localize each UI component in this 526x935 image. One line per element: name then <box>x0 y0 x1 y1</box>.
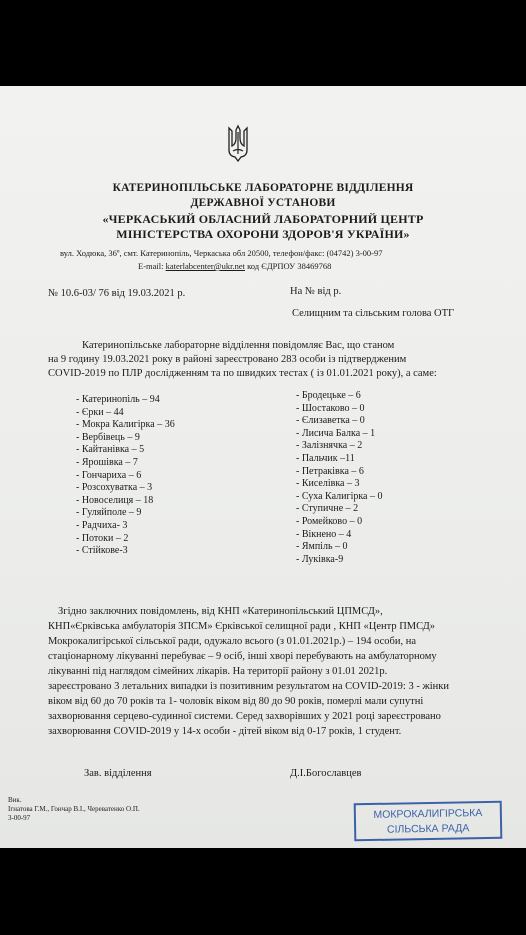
org-name-line2: ДЕРЖАВНОЇ УСТАНОВИ <box>190 197 336 209</box>
paragraph-line-6: зареєстровано 3 летальних випадки із позитивним результатом на COVID-2019: 3 - жінки <box>48 681 449 692</box>
list-item: - Новоселиця – 18 <box>76 494 154 506</box>
list-item: - Киселівка – 3 <box>296 478 360 490</box>
paragraph-line-3: Мокрокалигірської сільської ради, одужало всього (з 01.01.2021р.) – 194 особи, на <box>48 636 417 647</box>
list-item: - Єлизаветка – 0 <box>296 415 365 427</box>
stamp-line2: СІЛЬСЬКА РАДА <box>386 822 470 836</box>
trident-emblem-icon <box>226 124 250 162</box>
edrpou-code: код ЄДРПОУ 38469768 <box>244 261 332 271</box>
paragraph-line-1: Згідно заключних повідомлень, від КНП «Катеринопільський ЦПМСД», <box>58 606 383 617</box>
paragraph-line-9: захворювання COVID-2019 у 14-х особи - дітей віком від 0-17 років, 1 студент. <box>48 726 402 737</box>
signature-name: Д.І.Богославцев <box>290 768 362 779</box>
list-item: - Пальчик –11 <box>296 452 355 464</box>
list-item: - Ромейково – 0 <box>296 515 363 527</box>
org-contacts <box>138 261 331 271</box>
paragraph-line-5: лікуванні під наглядом сімейних лікарів. На території району з 01.01 2021р. <box>48 666 388 677</box>
list-item: - Бродецьке – 6 <box>296 390 361 401</box>
list-item: - Єрки – 44 <box>76 406 124 418</box>
intro-line-3: COVID-2019 по ПЛР дослідженням та по швидких тестах ( із 01.01.2021 року), а саме: <box>48 368 437 379</box>
list-item: - Лисича Балка – 1 <box>296 427 376 439</box>
executor-label: Вик. <box>8 796 22 804</box>
org-name-line1: КАТЕРИНОПІЛЬСЬКЕ ЛАБОРАТОРНЕ ВІДДІЛЕННЯ <box>112 182 414 194</box>
paragraph-line-8: захворювання серцево-судинної системи. Серед захворівших у 2021 році зареєстровано <box>48 711 441 722</box>
addressee: Селищним та сільським голова ОТГ <box>292 308 455 319</box>
org-address: вул. Ходюка, 36º, смт. Катеринопіль, Черкаська обл 20500, телефон/факс: (04742) 3-00-97 <box>60 248 383 258</box>
paragraph-line-2: КНП«Єрківська амбулаторія ЗПСМ» Єрківської селищної ради , КНП «Центр ПМСД» <box>48 621 436 632</box>
intro-line-2: на 9 годину 19.03.2021 року в районі зареєстровано 283 особи із підтвердженим <box>48 354 407 365</box>
executor-names: Ігнатова Г.М., Гончар В.І., Череватенко О.П. <box>8 805 140 813</box>
list-item: - Вікнено – 4 <box>296 528 352 540</box>
list-item: - Суха Калигірка – 0 <box>296 490 383 502</box>
email-link[interactable]: katerlabcenter@ukr.net <box>165 261 245 271</box>
list-item: - Потоки – 2 <box>76 532 129 544</box>
list-item: - Луківка-9 <box>296 553 344 565</box>
incoming-number: На № від р. <box>290 286 342 297</box>
list-item: - Петраківка – 6 <box>296 465 364 477</box>
email-label: E-mail: <box>138 261 166 271</box>
paragraph-line-4: стаціонарному лікуванні перебуває – 9 осіб, інші хворі перебувають на амбулаторному <box>48 651 437 662</box>
list-item: - Мокра Калигірка – 36 <box>76 419 175 431</box>
list-item: - Кайтанівка – 5 <box>76 444 145 456</box>
org-name-line3: «ЧЕРКАСЬКИЙ ОБЛАСНИЙ ЛАБОРАТОРНИЙ ЦЕНТР <box>102 212 424 226</box>
list-item: - Ямпіль – 0 <box>296 541 348 553</box>
executor-phone: 3-00-97 <box>8 814 31 822</box>
list-item: - Гончариха – 6 <box>76 469 142 481</box>
list-item: - Стійкове-3 <box>76 545 128 557</box>
list-item: - Вербівець – 9 <box>76 431 140 443</box>
signature-role: Зав. відділення <box>84 768 152 779</box>
list-item: - Гуляйполе – 9 <box>76 507 142 519</box>
list-item: - Розсохуватка – 3 <box>76 482 153 494</box>
stamp-line1: МОКРОКАЛИГІРСЬКА <box>373 807 483 821</box>
list-item: - Радчиха- 3 <box>76 519 128 531</box>
settlements-right-list <box>296 390 383 566</box>
list-item: - Катеринопіль – 94 <box>76 394 160 405</box>
executor-block <box>8 796 140 823</box>
org-name-line4: МІНІСТЕРСТВА ОХОРОНИ ЗДОРОВ'Я УКРАЇНИ» <box>116 227 410 241</box>
list-item: - Ярошівка – 7 <box>76 456 138 468</box>
settlements-left-list <box>76 394 175 558</box>
list-item: - Ступичне – 2 <box>296 503 359 515</box>
village-council-stamp <box>354 801 503 842</box>
list-item: - Залізнячка – 2 <box>296 440 363 452</box>
document-page <box>0 86 526 848</box>
list-item: - Шостаково – 0 <box>296 402 365 414</box>
intro-line-1: Катеринопільське лабораторне відділення повідомляє Вас, що станом <box>82 340 395 351</box>
outgoing-number: № 10.6-03/ 76 від 19.03.2021 р. <box>48 288 186 299</box>
paragraph-line-7: віком від 60 до 70 років та 1- чоловік віком від 80 до 90 років, померлі мали супутні <box>48 696 424 707</box>
